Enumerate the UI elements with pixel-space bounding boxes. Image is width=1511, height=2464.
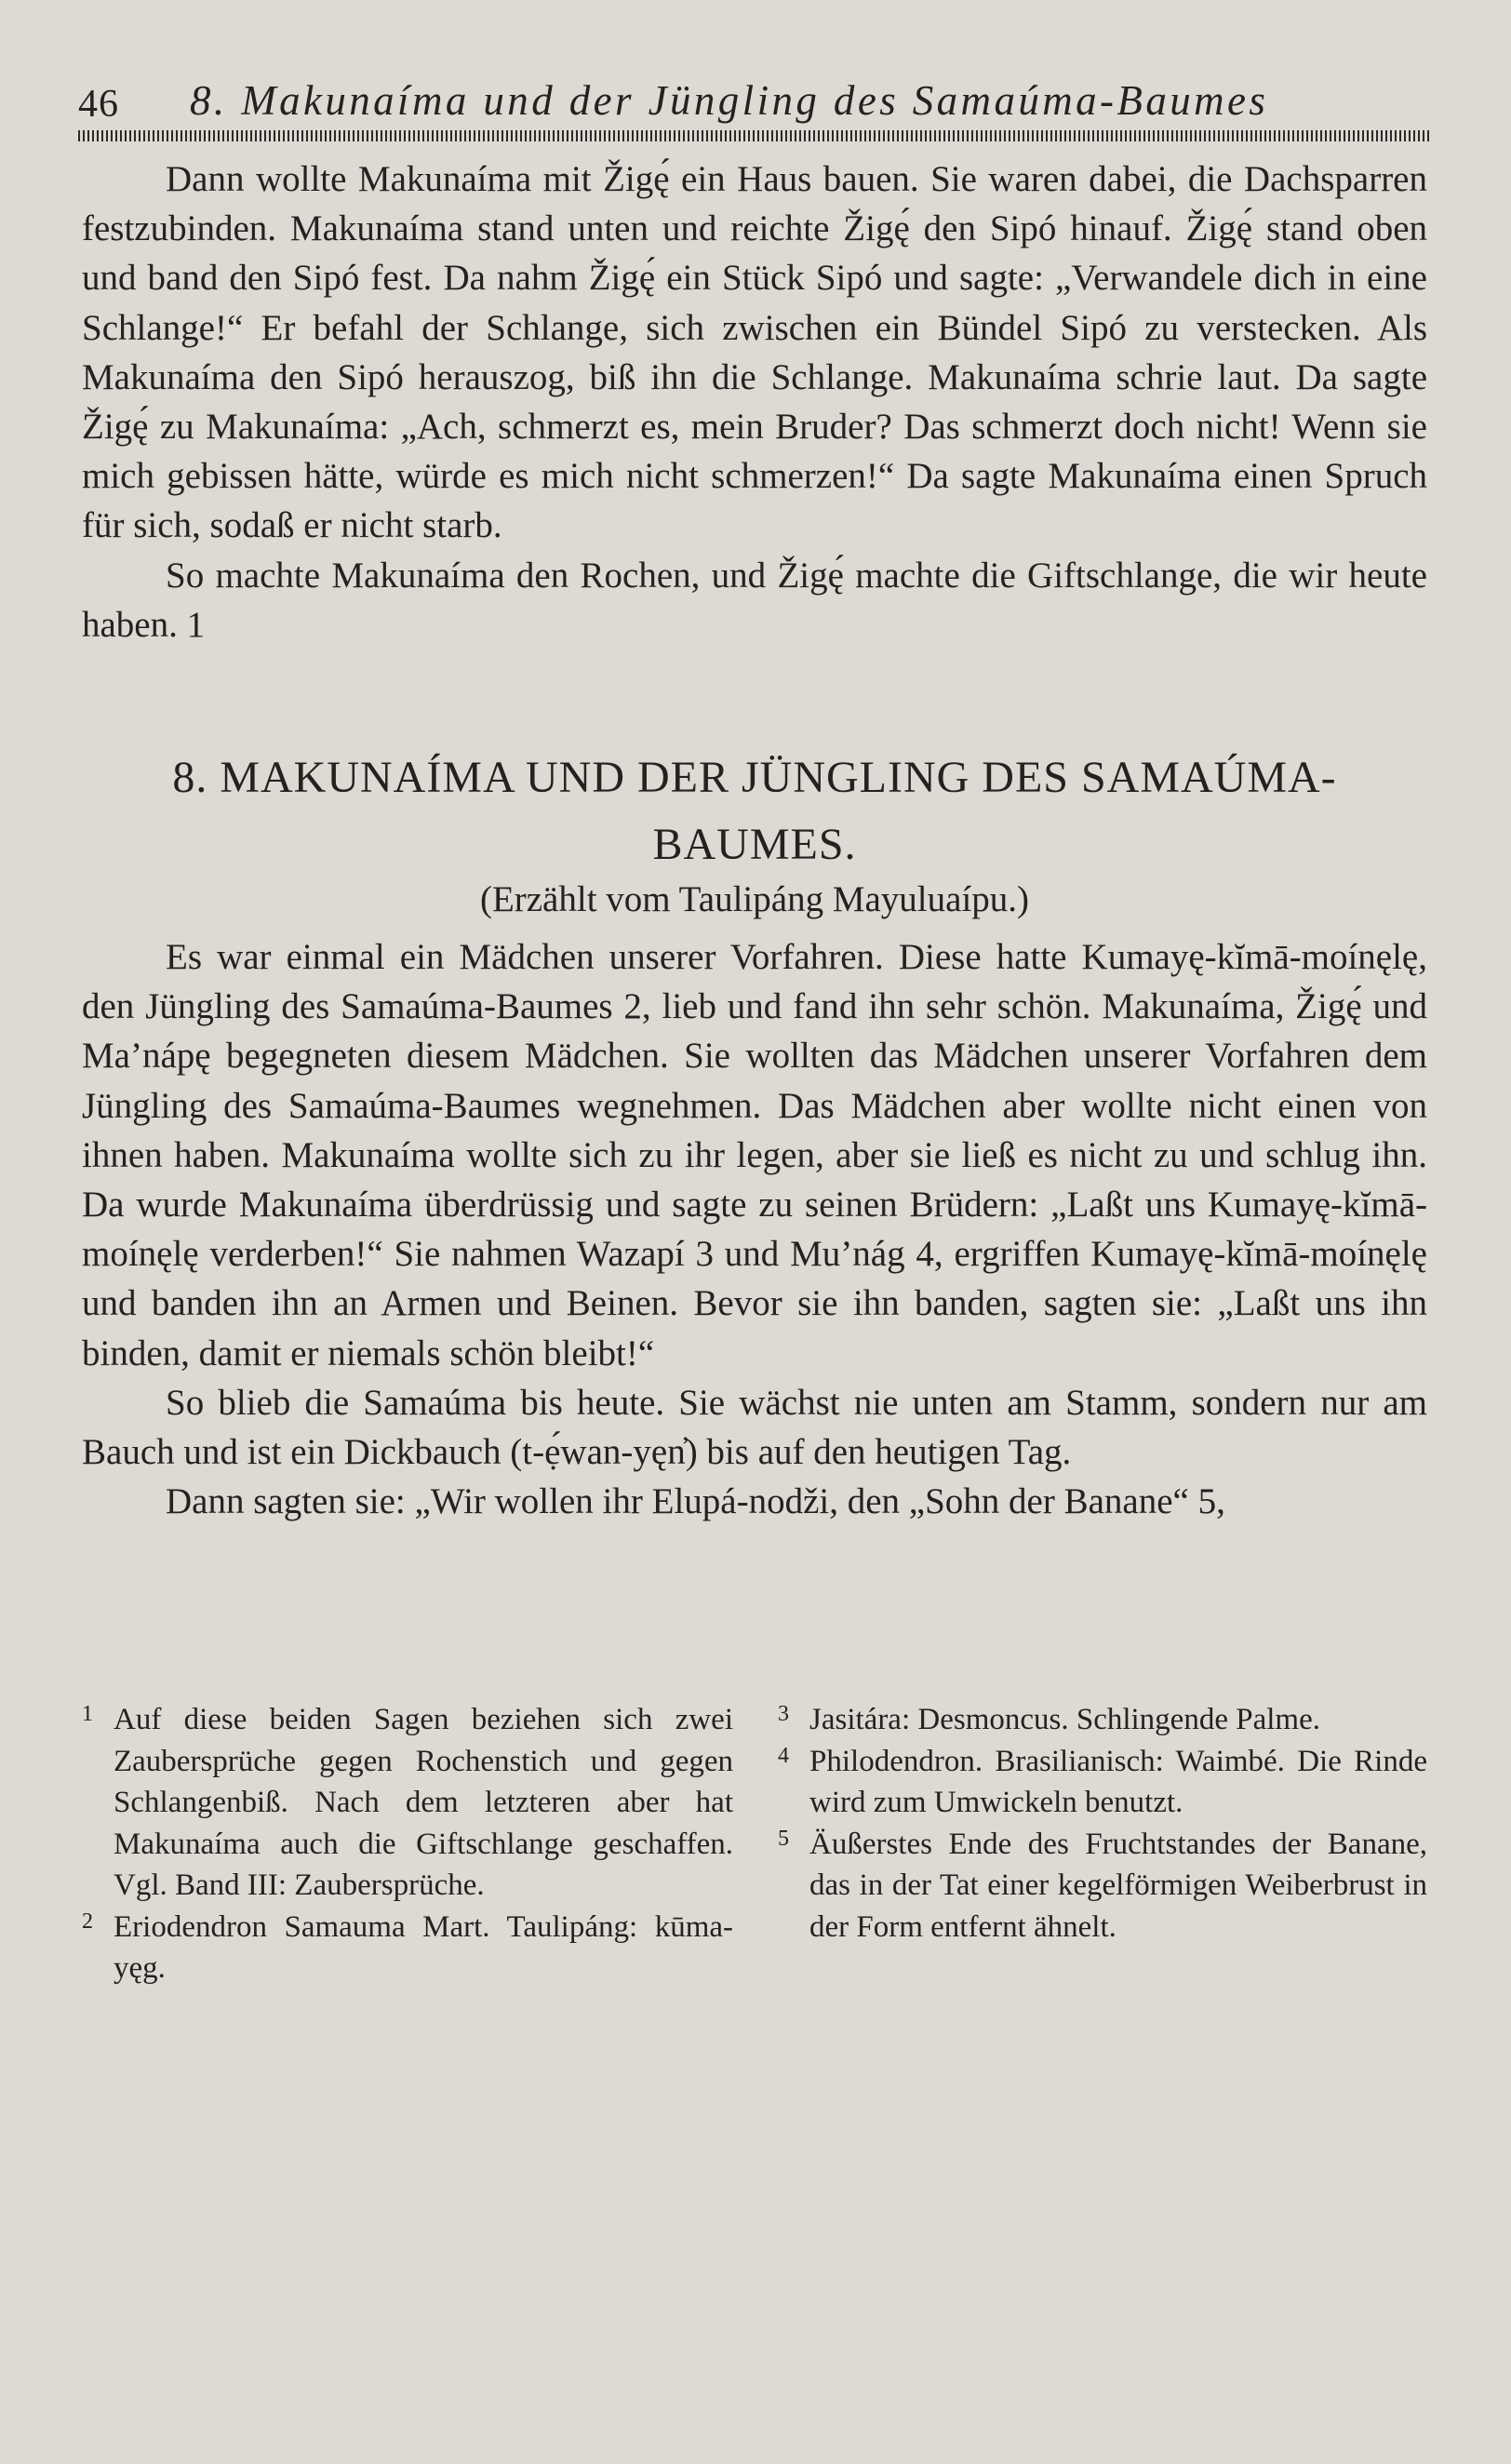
paragraph: Dann sagten sie: „Wir wollen ihr Elupá-nodži, den „Sohn der Banane“ 5, (166, 1481, 1225, 1522)
footnote-column-right (778, 1699, 1427, 1948)
footnote-mark: 2 (82, 1908, 93, 1934)
paragraph: Dann wollte Makunaíma mit Žigę́ ein Haus bauen. Sie waren dabei, die Dachsparren festzubinden. Makunaíma stand unten und reichte Žigę́ den Sipó hinauf. Žigę́ stand oben und band den Sipó fest. Da nahm Žigę́ ein Stück Sipó und sagte: „Verwandele dich in eine Schlange!“ Er befahl der Schlange, sich zwischen ein Bündel Sipó zu verstecken. Als Makunaíma den Sipó herauszog, biß ihn die Schlange. Makunaíma schrie laut. Da sagte Žigę́ zu Makunaíma: „Ach, schmerzt es, mein Bruder? Das schmerzt doch nicht! Wenn sie mich gebissen hätte, würde es mich nicht schmerzen!“ Da sagte Makunaíma einen Spruch für sich, sodaß er nicht starb. (82, 159, 1427, 546)
header-rule (78, 130, 1429, 141)
footnote-column-left (82, 1699, 733, 1989)
footnote-text: Auf diese beiden Sagen beziehen sich zwei Zaubersprüche gegen Rochenstich und gegen Schlangenbiß. Nach dem letzteren aber hat Makunaíma auch die Giftschlange geschaffen. Vgl. Band III: Zaubersprüche. (114, 1703, 733, 1902)
section-subheading: (Erzählt vom Taulipáng Mayuluaípu.) (479, 879, 1030, 919)
footnote-text: Eriodendron Samauma Mart. Taulipáng: kūma-yęg. (114, 1909, 733, 1985)
footnote (778, 1699, 1427, 1741)
footnote (82, 1699, 733, 1907)
footnote (778, 1824, 1427, 1948)
paragraph: Es war einmal ein Mädchen unserer Vorfahren. Diese hatte Kumayę-kĭmā-moínęlę, den Jüngling des Samaúma-Baumes 2, lieb und fand ihn sehr schön. Makunaíma, Žigę́ und Ma’nápę begegneten diesem Mädchen. Sie wollten das Mädchen unserer Vorfahren dem Jüngling des Samaúma-Baumes wegnehmen. Das Mädchen aber wollte nicht einen von ihnen haben. Makunaíma wollte sich zu ihr legen, aber sie ließ es nicht zu und schlug ihn. Da wurde Makunaíma überdrüssig und sagte zu seinen Brüdern: „Laßt uns Kumayę-kĭmā-moínęlę verderben!“ Sie nahmen Wazapí 3 und Mu’nág 4, ergriffen Kumayę-kĭmā-moínęlę und banden ihn an Armen und Beinen. Bevor sie ihn banden, sagten sie: „Laßt uns ihn binden, damit er niemals schön bleibt!“ (82, 937, 1427, 1373)
footnote (778, 1741, 1427, 1824)
footnote-mark: 5 (778, 1826, 789, 1851)
paragraph: So blieb die Samaúma bis heute. Sie wächst nie unten am Stamm, sondern nur am Bauch und ist ein Dickbauch (t-ẹ́wan-yęn̓) bis auf den heutigen Tag. (82, 1382, 1427, 1473)
section-heading: 8. MAKUNAÍMA UND DER JÜNGLING DES SAMAÚMA-BAUMES. (172, 753, 1337, 869)
footnote-text: Äußerstes Ende des Fruchtstandes der Banane, das in der Tat einer kegelförmigen Weiberbrust in der Form entfernt ähnelt. (809, 1827, 1427, 1944)
body-text (82, 154, 1427, 649)
page-number: 46 (78, 83, 119, 126)
footnote (82, 1907, 733, 1989)
footnote-text: Jasitára: Desmoncus. Schlingende Palme. (809, 1703, 1320, 1736)
footnotes (82, 1699, 1427, 2090)
paragraph: So machte Makunaíma den Rochen, und Žigę́ machte die Giftschlange, die wir heute haben. 1 (82, 555, 1427, 645)
page-header (78, 73, 1429, 125)
footnote-text: Philodendron. Brasilianisch: Waimbé. Die Rinde wird zum Umwickeln benutzt. (809, 1744, 1427, 1819)
footnote-mark: 4 (778, 1743, 789, 1768)
running-title: 8. Makunaíma und der Jüngling des Samaúma-Baumes (190, 77, 1269, 124)
footnote-mark: 1 (82, 1702, 93, 1726)
footnote-mark: 3 (778, 1702, 789, 1726)
section-body-text (82, 932, 1427, 1526)
